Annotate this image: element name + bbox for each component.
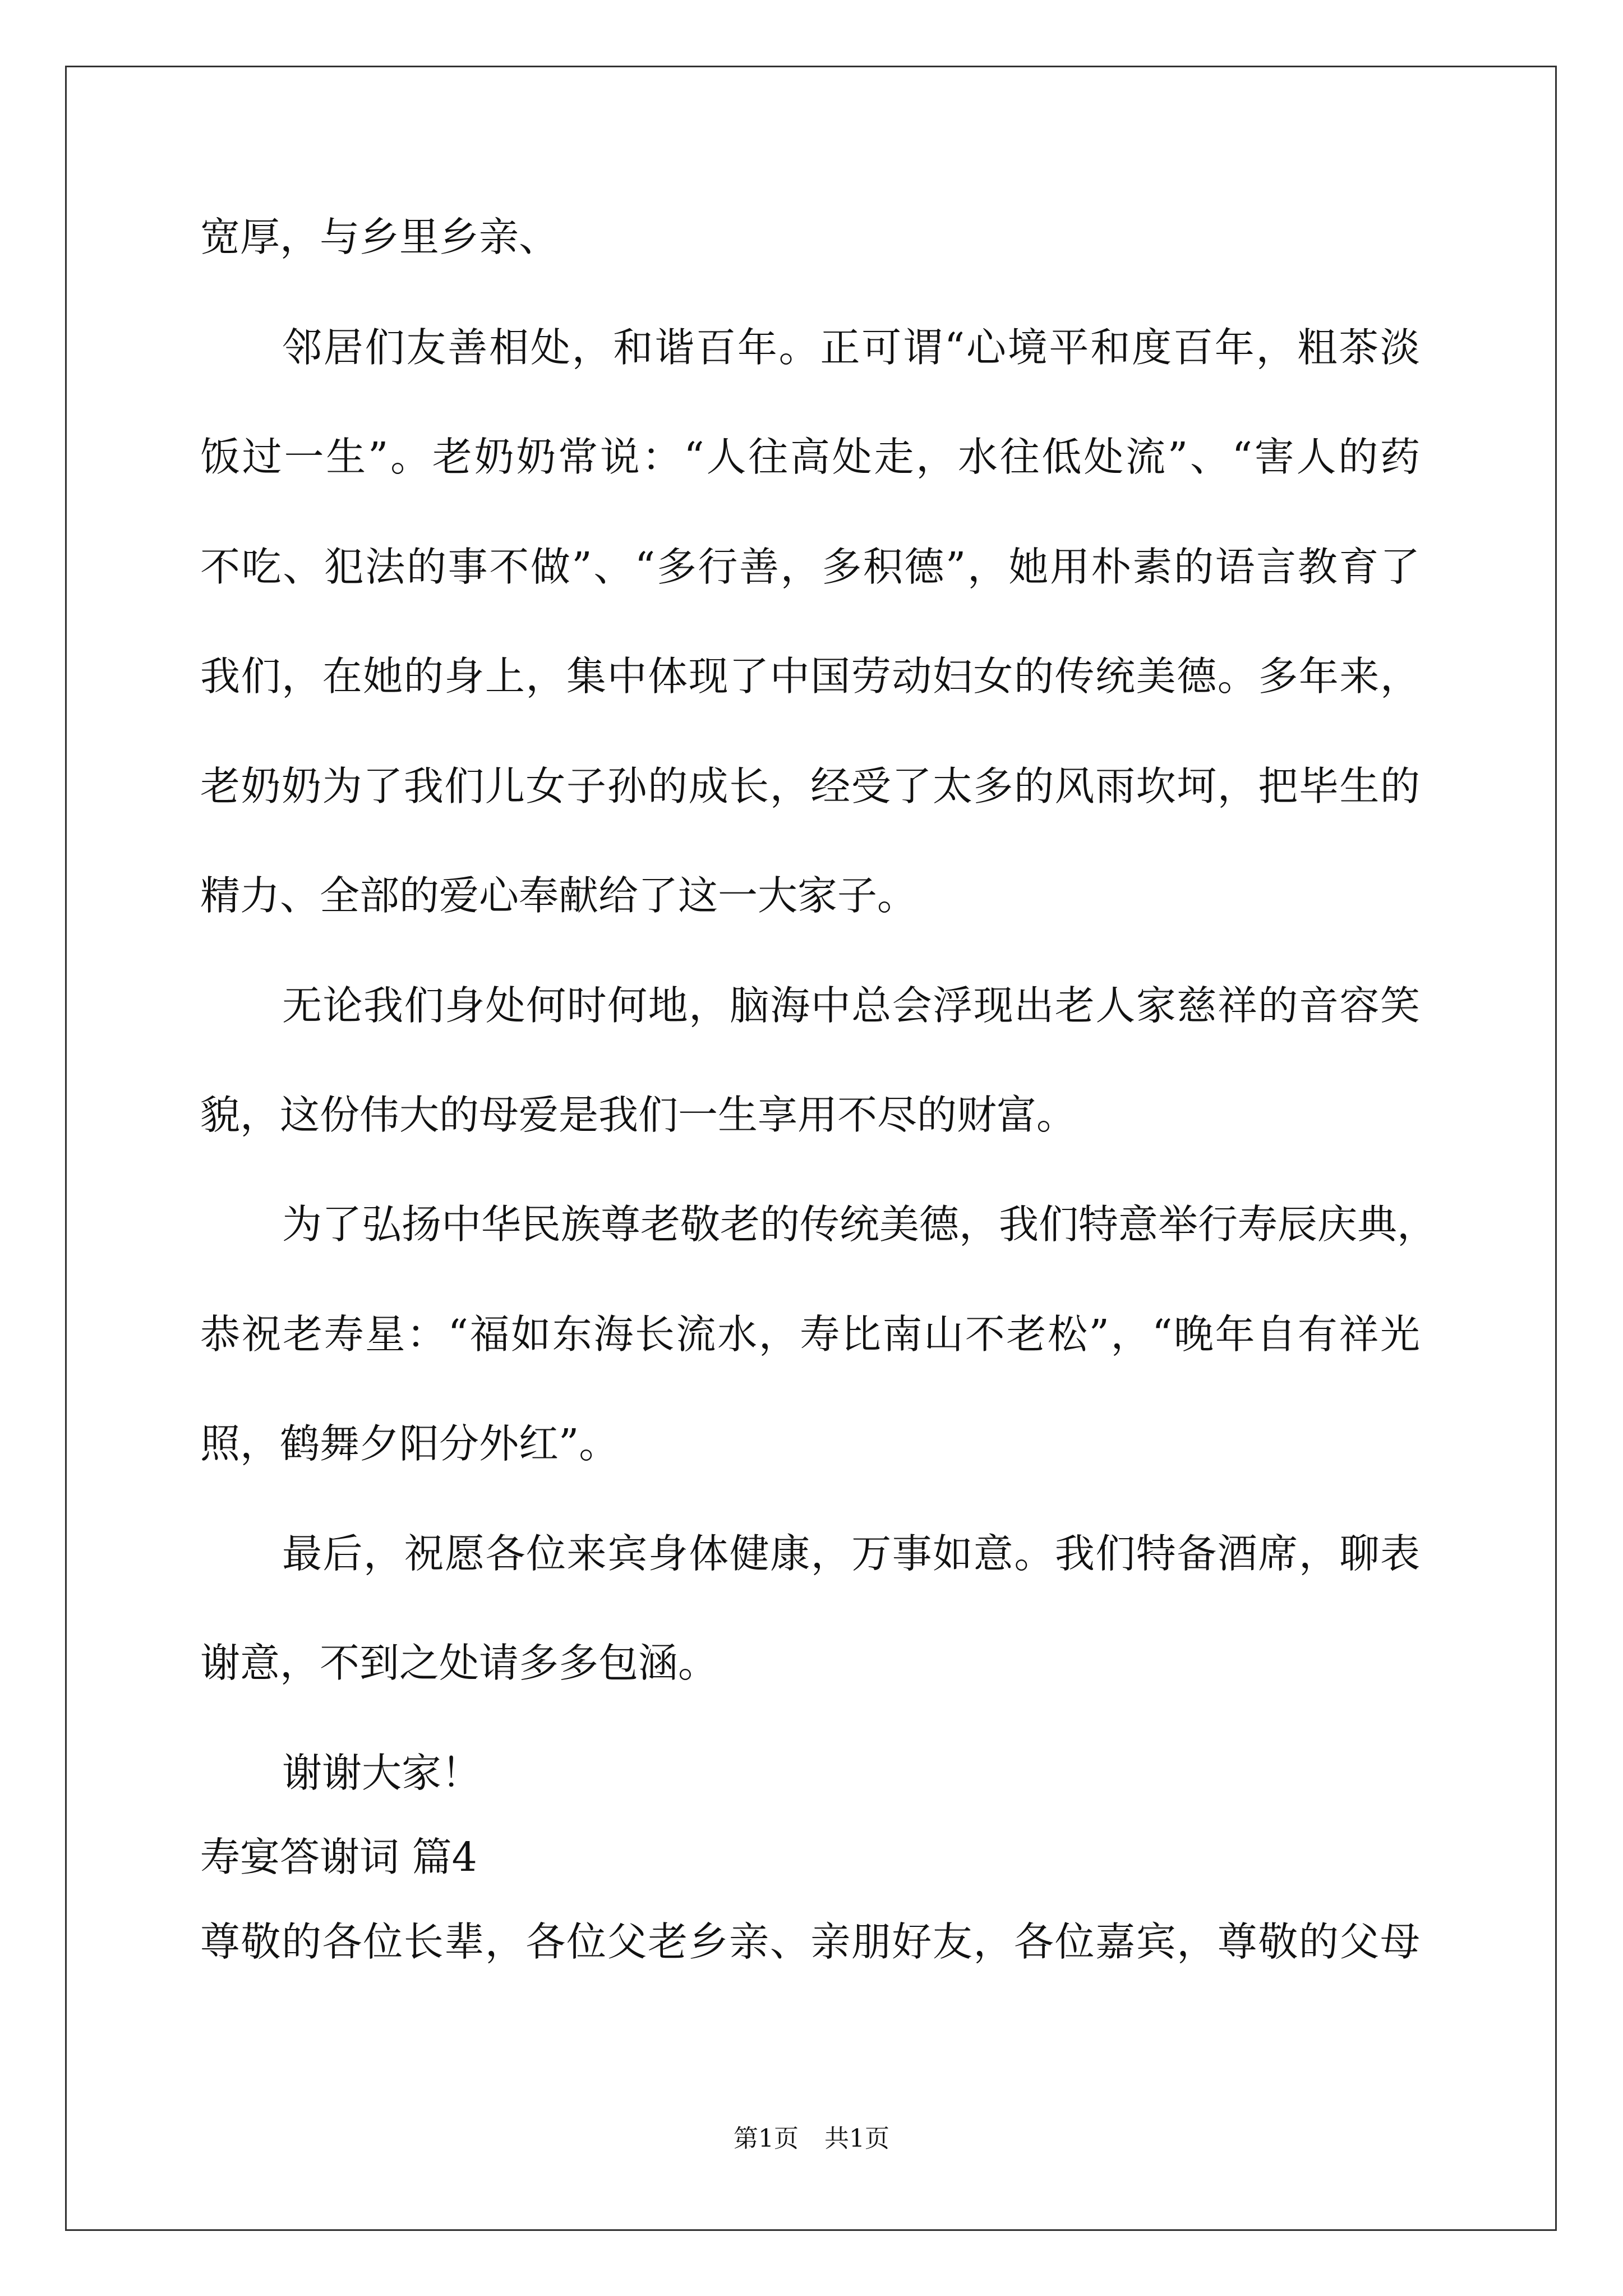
paragraph-line: 无论我们身处何时何地，脑海中总会浮现出老人家慈祥的音容笑 bbox=[282, 982, 1420, 1029]
paragraph-line: 尊敬的各位长辈，各位父老乡亲、亲朋好友，各位嘉宾，尊敬的父母 bbox=[200, 1918, 1420, 1965]
paragraph-line: 谢谢大家！ bbox=[282, 1750, 482, 1796]
paragraph-line: 最后，祝愿各位来宾身体健康，万事如意。我们特备酒席，聊表 bbox=[282, 1530, 1420, 1577]
paragraph-line: 貌，这份伟大的母爱是我们一生享用不尽的财富。 bbox=[200, 1092, 1077, 1138]
paragraph-line: 谢意，不到之处请多多包涵。 bbox=[200, 1640, 718, 1686]
page-total: 共1页 bbox=[824, 2124, 889, 2153]
paragraph-line: 照，鹤舞夕阳分外红”。 bbox=[200, 1420, 619, 1467]
section-heading: 寿宴答谢词 篇4 bbox=[200, 1834, 477, 1880]
paragraph-line: 为了弘扬中华民族尊老敬老的传统美德，我们特意举行寿辰庆典， bbox=[282, 1201, 1437, 1248]
paragraph-line: 饭过一生”。老奶奶常说：“人往高处走，水往低处流”、“害人的药 bbox=[200, 434, 1420, 480]
paragraph-line: 不吃、犯法的事不做”、“多行善，多积德”，她用朴素的语言教育了 bbox=[200, 544, 1420, 590]
page-number: 第1页 bbox=[734, 2124, 799, 2153]
paragraph-line: 老奶奶为了我们儿女子孙的成长，经受了太多的风雨坎坷，把毕生的 bbox=[200, 763, 1420, 809]
paragraph-line: 我们，在她的身上，集中体现了中国劳动妇女的传统美德。多年来， bbox=[200, 653, 1420, 700]
paragraph-line: 宽厚，与乡里乡亲、 bbox=[200, 214, 559, 260]
page-footer bbox=[0, 2122, 1623, 2156]
page-border bbox=[65, 66, 1557, 2231]
paragraph-line: 邻居们友善相处，和谐百年。正可谓“心境平和度百年，粗茶淡 bbox=[282, 324, 1420, 371]
paragraph-line: 恭祝老寿星：“福如东海长流水，寿比南山不老松”，“晚年自有祥光 bbox=[200, 1311, 1420, 1358]
paragraph-line: 精力、全部的爱心奉献给了这一大家子。 bbox=[200, 872, 917, 919]
